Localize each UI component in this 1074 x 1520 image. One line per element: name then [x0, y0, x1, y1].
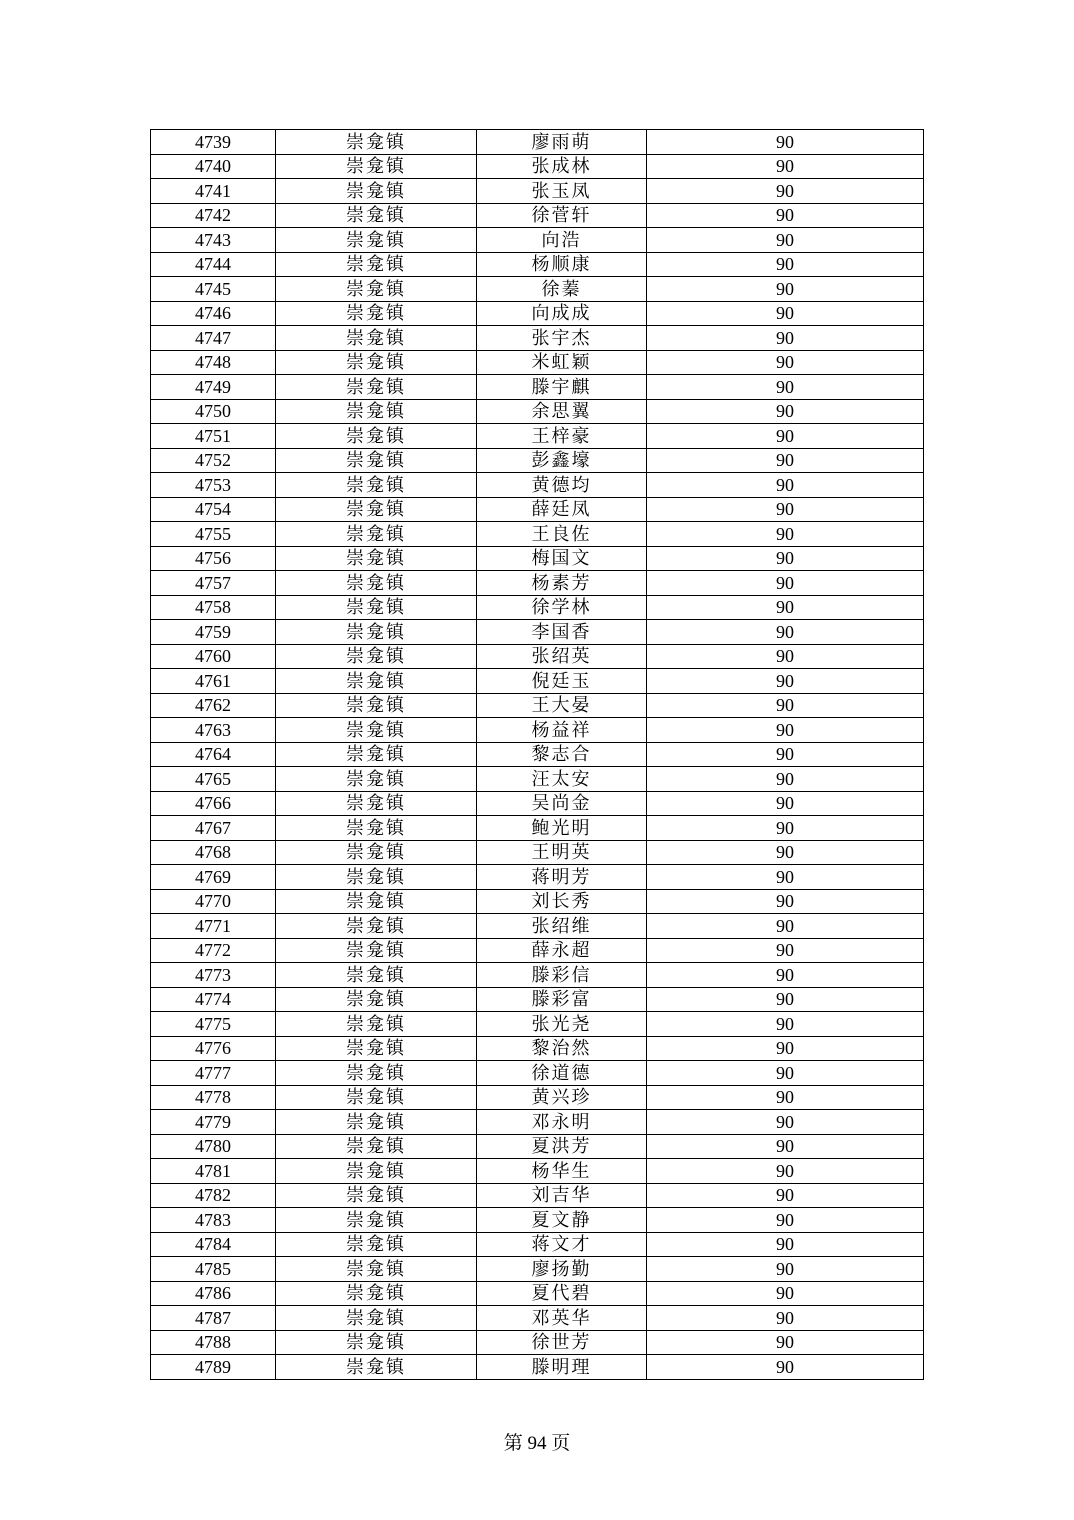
- town-cell: 崇龛镇: [276, 546, 477, 571]
- serial-number-cell: 4786: [151, 1281, 276, 1306]
- serial-number-cell: 4773: [151, 963, 276, 988]
- table-row: [151, 228, 924, 253]
- name-cell: 张成林: [477, 154, 647, 179]
- score-cell: 90: [647, 1330, 924, 1355]
- name-cell: 邓永明: [477, 1110, 647, 1135]
- table-row: [151, 522, 924, 547]
- town-cell: 崇龛镇: [276, 571, 477, 596]
- name-cell: 王大晏: [477, 693, 647, 718]
- table-row: [151, 1330, 924, 1355]
- score-cell: 90: [647, 644, 924, 669]
- name-cell: 王良佐: [477, 522, 647, 547]
- serial-number-cell: 4770: [151, 889, 276, 914]
- table-row: [151, 179, 924, 204]
- table-row: [151, 987, 924, 1012]
- serial-number-cell: 4780: [151, 1134, 276, 1159]
- serial-number-cell: 4745: [151, 277, 276, 302]
- serial-number-cell: 4756: [151, 546, 276, 571]
- name-cell: 黄兴珍: [477, 1085, 647, 1110]
- serial-number-cell: 4768: [151, 840, 276, 865]
- table-row: [151, 252, 924, 277]
- town-cell: 崇龛镇: [276, 620, 477, 645]
- serial-number-cell: 4743: [151, 228, 276, 253]
- name-cell: 蒋文才: [477, 1232, 647, 1257]
- name-cell: 夏文静: [477, 1208, 647, 1233]
- serial-number-cell: 4753: [151, 473, 276, 498]
- score-cell: 90: [647, 840, 924, 865]
- name-cell: 廖雨萌: [477, 130, 647, 155]
- name-cell: 黎治然: [477, 1036, 647, 1061]
- name-cell: 汪太安: [477, 767, 647, 792]
- table-row: [151, 1085, 924, 1110]
- town-cell: 崇龛镇: [276, 1232, 477, 1257]
- table-row: [151, 718, 924, 743]
- score-cell: 90: [647, 1232, 924, 1257]
- score-cell: 90: [647, 1110, 924, 1135]
- serial-number-cell: 4754: [151, 497, 276, 522]
- serial-number-cell: 4750: [151, 399, 276, 424]
- town-cell: 崇龛镇: [276, 252, 477, 277]
- town-cell: 崇龛镇: [276, 1330, 477, 1355]
- town-cell: 崇龛镇: [276, 179, 477, 204]
- name-cell: 黎志合: [477, 742, 647, 767]
- name-cell: 张绍维: [477, 914, 647, 939]
- name-cell: 杨益祥: [477, 718, 647, 743]
- score-cell: 90: [647, 816, 924, 841]
- table-row: [151, 620, 924, 645]
- name-cell: 张光尧: [477, 1012, 647, 1037]
- name-cell: 徐蓁: [477, 277, 647, 302]
- name-cell: 杨素芳: [477, 571, 647, 596]
- serial-number-cell: 4772: [151, 938, 276, 963]
- score-cell: 90: [647, 1208, 924, 1233]
- score-cell: 90: [647, 497, 924, 522]
- score-cell: 90: [647, 669, 924, 694]
- name-cell: 徐世芳: [477, 1330, 647, 1355]
- serial-number-cell: 4776: [151, 1036, 276, 1061]
- table-row: [151, 742, 924, 767]
- serial-number-cell: 4788: [151, 1330, 276, 1355]
- score-cell: 90: [647, 424, 924, 449]
- name-cell: 杨华生: [477, 1159, 647, 1184]
- table-row: [151, 644, 924, 669]
- serial-number-cell: 4759: [151, 620, 276, 645]
- name-cell: 张玉凤: [477, 179, 647, 204]
- score-cell: 90: [647, 326, 924, 351]
- serial-number-cell: 4755: [151, 522, 276, 547]
- town-cell: 崇龛镇: [276, 203, 477, 228]
- table-row: [151, 840, 924, 865]
- town-cell: 崇龛镇: [276, 1036, 477, 1061]
- serial-number-cell: 4757: [151, 571, 276, 596]
- score-cell: 90: [647, 865, 924, 890]
- town-cell: 崇龛镇: [276, 791, 477, 816]
- serial-number-cell: 4747: [151, 326, 276, 351]
- score-cell: 90: [647, 1036, 924, 1061]
- town-cell: 崇龛镇: [276, 816, 477, 841]
- table-row: [151, 595, 924, 620]
- table-row: [151, 1183, 924, 1208]
- town-cell: 崇龛镇: [276, 1159, 477, 1184]
- table-row: [151, 1306, 924, 1331]
- town-cell: 崇龛镇: [276, 1110, 477, 1135]
- town-cell: 崇龛镇: [276, 350, 477, 375]
- score-cell: 90: [647, 620, 924, 645]
- name-cell: 向成成: [477, 301, 647, 326]
- table-row: [151, 301, 924, 326]
- serial-number-cell: 4746: [151, 301, 276, 326]
- name-cell: 彭鑫壕: [477, 448, 647, 473]
- town-cell: 崇龛镇: [276, 693, 477, 718]
- town-cell: 崇龛镇: [276, 522, 477, 547]
- name-cell: 刘长秀: [477, 889, 647, 914]
- name-cell: 梅国文: [477, 546, 647, 571]
- town-cell: 崇龛镇: [276, 742, 477, 767]
- table-row: [151, 399, 924, 424]
- town-cell: 崇龛镇: [276, 375, 477, 400]
- name-cell: 滕宇麒: [477, 375, 647, 400]
- score-cell: 90: [647, 1159, 924, 1184]
- score-cell: 90: [647, 203, 924, 228]
- name-cell: 廖扬勤: [477, 1257, 647, 1282]
- town-cell: 崇龛镇: [276, 718, 477, 743]
- name-cell: 徐道德: [477, 1061, 647, 1086]
- score-cell: 90: [647, 301, 924, 326]
- data-table: [150, 129, 924, 1380]
- town-cell: 崇龛镇: [276, 473, 477, 498]
- serial-number-cell: 4778: [151, 1085, 276, 1110]
- name-cell: 米虹颖: [477, 350, 647, 375]
- name-cell: 倪廷玉: [477, 669, 647, 694]
- town-cell: 崇龛镇: [276, 1012, 477, 1037]
- serial-number-cell: 4785: [151, 1257, 276, 1282]
- score-cell: 90: [647, 571, 924, 596]
- town-cell: 崇龛镇: [276, 1306, 477, 1331]
- score-cell: 90: [647, 154, 924, 179]
- table-row: [151, 571, 924, 596]
- table-row: [151, 889, 924, 914]
- table-body: [151, 130, 924, 1380]
- name-cell: 薛廷凤: [477, 497, 647, 522]
- town-cell: 崇龛镇: [276, 1134, 477, 1159]
- town-cell: 崇龛镇: [276, 1281, 477, 1306]
- table-row: [151, 326, 924, 351]
- score-cell: 90: [647, 399, 924, 424]
- score-cell: 90: [647, 1085, 924, 1110]
- score-cell: 90: [647, 473, 924, 498]
- score-cell: 90: [647, 522, 924, 547]
- name-cell: 蒋明芳: [477, 865, 647, 890]
- table-row: [151, 1159, 924, 1184]
- town-cell: 崇龛镇: [276, 595, 477, 620]
- table-row: [151, 350, 924, 375]
- town-cell: 崇龛镇: [276, 889, 477, 914]
- name-cell: 夏洪芳: [477, 1134, 647, 1159]
- table-row: [151, 1257, 924, 1282]
- score-cell: 90: [647, 889, 924, 914]
- score-cell: 90: [647, 546, 924, 571]
- score-cell: 90: [647, 228, 924, 253]
- serial-number-cell: 4741: [151, 179, 276, 204]
- name-cell: 王明英: [477, 840, 647, 865]
- score-cell: 90: [647, 742, 924, 767]
- table-row: [151, 1232, 924, 1257]
- serial-number-cell: 4742: [151, 203, 276, 228]
- name-cell: 黄德均: [477, 473, 647, 498]
- town-cell: 崇龛镇: [276, 277, 477, 302]
- table-row: [151, 1110, 924, 1135]
- town-cell: 崇龛镇: [276, 987, 477, 1012]
- town-cell: 崇龛镇: [276, 1183, 477, 1208]
- town-cell: 崇龛镇: [276, 1257, 477, 1282]
- page-number: 第 94 页: [503, 1433, 571, 1454]
- town-cell: 崇龛镇: [276, 767, 477, 792]
- serial-number-cell: 4751: [151, 424, 276, 449]
- name-cell: 鲍光明: [477, 816, 647, 841]
- town-cell: 崇龛镇: [276, 228, 477, 253]
- serial-number-cell: 4758: [151, 595, 276, 620]
- name-cell: 滕彩富: [477, 987, 647, 1012]
- score-cell: 90: [647, 179, 924, 204]
- town-cell: 崇龛镇: [276, 669, 477, 694]
- serial-number-cell: 4765: [151, 767, 276, 792]
- table-row: [151, 865, 924, 890]
- town-cell: 崇龛镇: [276, 1208, 477, 1233]
- table-row: [151, 473, 924, 498]
- score-cell: 90: [647, 938, 924, 963]
- table-row: [151, 1355, 924, 1380]
- name-cell: 滕明理: [477, 1355, 647, 1380]
- town-cell: 崇龛镇: [276, 963, 477, 988]
- table-row: [151, 375, 924, 400]
- serial-number-cell: 4760: [151, 644, 276, 669]
- name-cell: 刘吉华: [477, 1183, 647, 1208]
- table-row: [151, 963, 924, 988]
- serial-number-cell: 4761: [151, 669, 276, 694]
- serial-number-cell: 4782: [151, 1183, 276, 1208]
- table-row: [151, 203, 924, 228]
- table-row: [151, 1036, 924, 1061]
- serial-number-cell: 4752: [151, 448, 276, 473]
- serial-number-cell: 4774: [151, 987, 276, 1012]
- name-cell: 向浩: [477, 228, 647, 253]
- name-cell: 王梓豪: [477, 424, 647, 449]
- table-row: [151, 938, 924, 963]
- score-cell: 90: [647, 375, 924, 400]
- score-cell: 90: [647, 963, 924, 988]
- town-cell: 崇龛镇: [276, 1355, 477, 1380]
- serial-number-cell: 4789: [151, 1355, 276, 1380]
- score-cell: 90: [647, 1355, 924, 1380]
- table-row: [151, 448, 924, 473]
- town-cell: 崇龛镇: [276, 424, 477, 449]
- score-cell: 90: [647, 1061, 924, 1086]
- score-cell: 90: [647, 718, 924, 743]
- serial-number-cell: 4763: [151, 718, 276, 743]
- serial-number-cell: 4764: [151, 742, 276, 767]
- table-row: [151, 1061, 924, 1086]
- town-cell: 崇龛镇: [276, 399, 477, 424]
- name-cell: 邓英华: [477, 1306, 647, 1331]
- name-cell: 夏代碧: [477, 1281, 647, 1306]
- serial-number-cell: 4777: [151, 1061, 276, 1086]
- table-row: [151, 130, 924, 155]
- serial-number-cell: 4784: [151, 1232, 276, 1257]
- town-cell: 崇龛镇: [276, 497, 477, 522]
- score-cell: 90: [647, 693, 924, 718]
- score-cell: 90: [647, 1183, 924, 1208]
- town-cell: 崇龛镇: [276, 1061, 477, 1086]
- serial-number-cell: 4783: [151, 1208, 276, 1233]
- name-cell: 徐菅轩: [477, 203, 647, 228]
- serial-number-cell: 4749: [151, 375, 276, 400]
- table-row: [151, 767, 924, 792]
- name-cell: 薛永超: [477, 938, 647, 963]
- score-cell: 90: [647, 277, 924, 302]
- table-row: [151, 277, 924, 302]
- table-row: [151, 154, 924, 179]
- serial-number-cell: 4766: [151, 791, 276, 816]
- serial-number-cell: 4775: [151, 1012, 276, 1037]
- serial-number-cell: 4748: [151, 350, 276, 375]
- score-cell: 90: [647, 252, 924, 277]
- score-cell: 90: [647, 595, 924, 620]
- name-cell: 张绍英: [477, 644, 647, 669]
- table-row: [151, 669, 924, 694]
- serial-number-cell: 4767: [151, 816, 276, 841]
- name-cell: 李国香: [477, 620, 647, 645]
- serial-number-cell: 4771: [151, 914, 276, 939]
- town-cell: 崇龛镇: [276, 914, 477, 939]
- town-cell: 崇龛镇: [276, 644, 477, 669]
- serial-number-cell: 4739: [151, 130, 276, 155]
- serial-number-cell: 4762: [151, 693, 276, 718]
- town-cell: 崇龛镇: [276, 938, 477, 963]
- table-row: [151, 424, 924, 449]
- table-row: [151, 693, 924, 718]
- score-cell: 90: [647, 1281, 924, 1306]
- serial-number-cell: 4740: [151, 154, 276, 179]
- score-cell: 90: [647, 1257, 924, 1282]
- score-cell: 90: [647, 350, 924, 375]
- serial-number-cell: 4779: [151, 1110, 276, 1135]
- town-cell: 崇龛镇: [276, 130, 477, 155]
- town-cell: 崇龛镇: [276, 301, 477, 326]
- score-cell: 90: [647, 987, 924, 1012]
- town-cell: 崇龛镇: [276, 448, 477, 473]
- serial-number-cell: 4781: [151, 1159, 276, 1184]
- score-cell: 90: [647, 1012, 924, 1037]
- table-row: [151, 546, 924, 571]
- score-cell: 90: [647, 448, 924, 473]
- name-cell: 张宇杰: [477, 326, 647, 351]
- serial-number-cell: 4769: [151, 865, 276, 890]
- name-cell: 杨顺康: [477, 252, 647, 277]
- score-cell: 90: [647, 767, 924, 792]
- town-cell: 崇龛镇: [276, 1085, 477, 1110]
- town-cell: 崇龛镇: [276, 840, 477, 865]
- town-cell: 崇龛镇: [276, 326, 477, 351]
- table-row: [151, 816, 924, 841]
- table-row: [151, 497, 924, 522]
- score-cell: 90: [647, 914, 924, 939]
- name-cell: 余思翼: [477, 399, 647, 424]
- table-row: [151, 1281, 924, 1306]
- score-cell: 90: [647, 130, 924, 155]
- name-cell: 滕彩信: [477, 963, 647, 988]
- serial-number-cell: 4787: [151, 1306, 276, 1331]
- serial-number-cell: 4744: [151, 252, 276, 277]
- score-cell: 90: [647, 1134, 924, 1159]
- name-cell: 徐学林: [477, 595, 647, 620]
- table-row: [151, 1134, 924, 1159]
- score-cell: 90: [647, 791, 924, 816]
- score-cell: 90: [647, 1306, 924, 1331]
- town-cell: 崇龛镇: [276, 865, 477, 890]
- table-row: [151, 914, 924, 939]
- table-row: [151, 1012, 924, 1037]
- town-cell: 崇龛镇: [276, 154, 477, 179]
- table-row: [151, 1208, 924, 1233]
- table-row: [151, 791, 924, 816]
- name-cell: 吴尚金: [477, 791, 647, 816]
